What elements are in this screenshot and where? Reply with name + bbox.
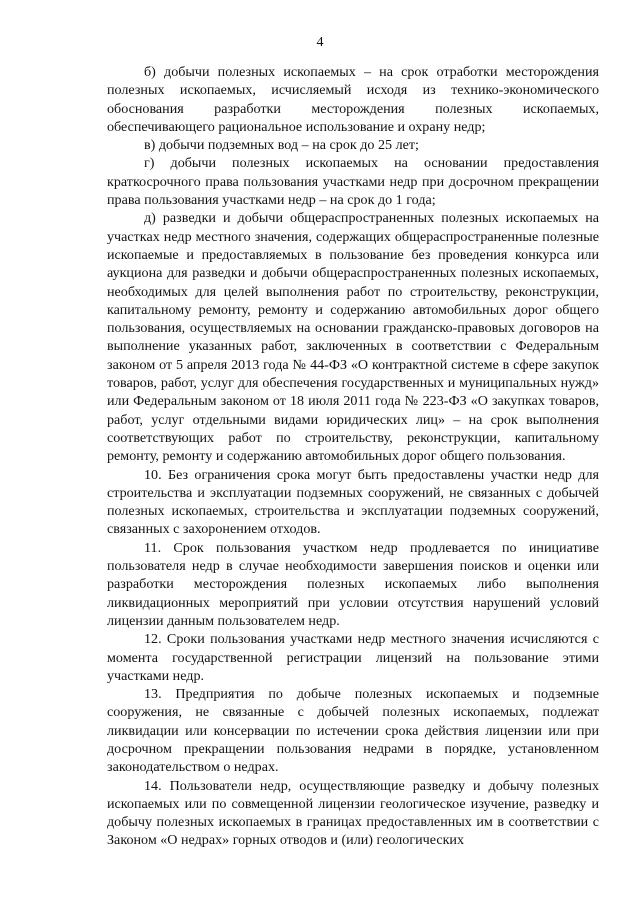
document-body bbox=[107, 63, 599, 850]
paragraph-item-g: г) добычи полезных ископаемых на основании предоставления краткосрочного права пользования участками недр при досрочном прекращении права пользования участками недр – на срок до 1 года; bbox=[107, 155, 599, 209]
paragraph-item-d: д) разведки и добычи общераспространенных полезных ископаемых на участках недр местного значения, содержащих общераспространенные полезные ископаемые и предоставляемых в пользование без проведения конкурса или аукциона для разведки и добычи общераспространенных полезных ископаемых, необходимых для целей выполнения работ по строительству, реконструкции, капитальному ремонту, ремонту и содержанию автомобильных дорог общего пользования, осуществляемых на основании гражданско-правовых договоров на выполнение указанных работ, заключенных в соответствии с Федеральным законом от 5 апреля 2013 года № 44-ФЗ «О контрактной системе в сфере закупок товаров, работ, услуг для обеспечения государственных и муниципальных нужд» или Федеральным законом от 18 июля 2011 года № 223-ФЗ «О закупках товаров, работ, услуг отдельными видами юридических лиц» – на срок выполнения соответствующих работ по строительству, реконструкции, капитальному ремонту, ремонту и содержанию автомобильных дорог общего пользования. bbox=[107, 210, 599, 465]
paragraph-10: 10. Без ограничения срока могут быть предоставлены участки недр для строительства и эксплуатации подземных сооружений, не связанных с добычей полезных ископаемых, строительства и эксплуатации подземных сооружений, связанных с захоронением отходов. bbox=[107, 466, 599, 538]
page-number: 4 bbox=[316, 35, 324, 50]
paragraph-13: 13. Предприятия по добыче полезных ископаемых и подземные сооружения, не связанные с добычей полезных ископаемых, подлежат ликвидации или консервации по истечении срока действия лицензии или при досрочном прекращении пользования недрами в порядке, установленном законодательством о недрах. bbox=[107, 686, 599, 776]
paragraph-item-b: б) добычи полезных ископаемых – на срок отработки месторождения полезных ископаемых, исчисляемый исходя из технико-экономического обоснования разработки месторождения полезных ископаемых, обеспечивающего рациональное использование и охрану недр; bbox=[107, 64, 599, 135]
paragraph-11: 11. Срок пользования участком недр продлевается по инициативе пользователя недр в случае необходимости завершения поисков и оценки или разработки месторождения полезных ископаемых либо выполнения ликвидационных мероприятий при условии отсутствия нарушений условий лицензии данным пользователем недр. bbox=[107, 539, 599, 629]
paragraph-12: 12. Сроки пользования участками недр местного значения исчисляются с момента государственной регистрации лицензий на пользование этими участками недр. bbox=[107, 631, 599, 684]
paragraph-item-v: в) добычи подземных вод – на срок до 25 лет; bbox=[144, 137, 419, 154]
paragraph-14: 14. Пользователи недр, осуществляющие разведку и добычу полезных ископаемых или по совмещенной лицензии геологическое изучение, разведку и добычу полезных ископаемых в границах предоставленных им в соответствии с Законом «О недрах» горных отводов и (или) геологических bbox=[107, 777, 599, 849]
